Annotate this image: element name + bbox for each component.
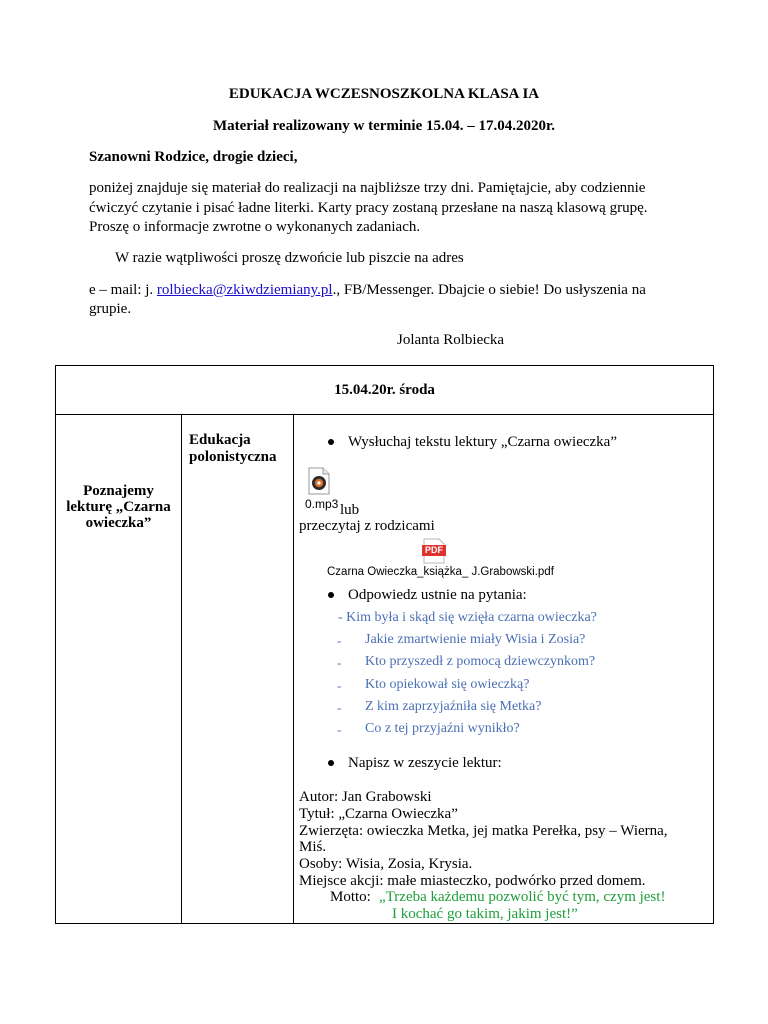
email-line-2: grupie. xyxy=(89,301,132,317)
signature: Jolanta Rolbiecka xyxy=(397,332,505,348)
question-dash: - xyxy=(337,722,342,737)
question-dash: - xyxy=(337,633,342,648)
mp3-file-label[interactable]: 0.mp3 xyxy=(305,497,339,511)
question-dash: - xyxy=(337,700,342,715)
question-dash: - xyxy=(337,655,342,670)
motto-text: I kochać go takim, jakim jest!” xyxy=(392,906,578,922)
table-divider xyxy=(55,414,714,415)
or-text: lub xyxy=(340,502,360,518)
note-line: Tytuł: „Czarna Owieczka” xyxy=(299,806,458,822)
contact-paragraph: W razie wątpliwości proszę dzwońcie lub piszcie na adres xyxy=(115,250,464,266)
paragraph-line: ćwiczyć czytanie i pisać ładne literki. Karty pracy zostaną przesłane na naszą klasową grupę. xyxy=(89,200,648,216)
note-line: Miś. xyxy=(299,839,327,855)
question-item: Kto opiekował się owieczką? xyxy=(365,677,530,692)
motto-text: „Trzeba każdemu pozwolić być tym, czym jest! xyxy=(379,889,666,905)
document-title: EDUKACJA WCZESNOSZKOLNA KLASA IA xyxy=(228,86,540,102)
subject-label xyxy=(189,432,277,466)
table-divider xyxy=(293,414,294,924)
paragraph-line: poniżej znajduje się materiał do realizacji na najbliższe trzy dni. Pamiętajcie, aby codziennie xyxy=(89,180,646,196)
read-with-parents: przeczytaj z rodzicami xyxy=(299,518,435,534)
lesson-topic xyxy=(56,483,181,531)
email-prefix: e – mail: j. xyxy=(89,282,157,298)
bullet-icon xyxy=(328,439,334,445)
task-listen: Wysłuchaj tekstu lektury „Czarna owieczka” xyxy=(348,434,617,450)
subject-line: polonistyczna xyxy=(189,449,277,465)
topic-line: lekturę „Czarna xyxy=(66,499,171,515)
note-line: Osoby: Wisia, Zosia, Krysia. xyxy=(299,856,473,872)
question-item: Z kim zaprzyjaźniła się Metka? xyxy=(365,699,542,714)
email-suffix: ., FB/Messenger. Dbajcie o siebie! Do usłyszenia na xyxy=(332,282,646,298)
note-line: Autor: Jan Grabowski xyxy=(299,789,432,805)
task-write: Napisz w zeszycie lektur: xyxy=(348,755,502,771)
question-item: - Kim była i skąd się wzięła czarna owieczka? xyxy=(338,610,597,625)
topic-line: Poznajemy xyxy=(83,483,154,499)
date-header: 15.04.20r. środa xyxy=(334,382,435,398)
pdf-file-label[interactable]: Czarna Owieczka_książka_ J.Grabowski.pdf xyxy=(327,566,554,578)
document-subtitle: Materiał realizowany w terminie 15.04. – 17.04.2020r. xyxy=(212,118,556,134)
email-link[interactable]: rolbiecka@zkiwdziemiany.pl xyxy=(156,282,333,298)
question-item: Co z tej przyjaźni wynikło? xyxy=(365,721,520,736)
topic-line: owieczka” xyxy=(85,515,152,531)
audio-file-icon[interactable] xyxy=(307,467,331,495)
paragraph-line: Proszę o informacje zwrotne o wykonanych zadaniach. xyxy=(89,219,421,235)
bullet-icon xyxy=(328,592,334,598)
note-line: Miejsce akcji: małe miasteczko, podwórko przed domem. xyxy=(299,873,646,889)
question-item: Kto przyszedł z pomocą dziewczynkom? xyxy=(365,654,596,669)
greeting: Szanowni Rodzice, drogie dzieci, xyxy=(89,149,298,165)
email-line xyxy=(89,282,646,299)
bullet-icon xyxy=(328,760,334,766)
pdf-file-icon[interactable] xyxy=(421,538,447,564)
question-dash: - xyxy=(337,678,342,693)
table-divider xyxy=(181,414,182,924)
pdf-badge: PDF xyxy=(425,545,443,555)
task-answer: Odpowiedz ustnie na pytania: xyxy=(348,587,527,603)
note-line: Zwierzęta: owieczka Metka, jej matka Perełka, psy – Wierna, xyxy=(299,823,668,839)
motto-label: Motto: xyxy=(330,889,371,905)
question-item: Jakie zmartwienie miały Wisia i Zosia? xyxy=(365,632,586,647)
subject-line: Edukacja xyxy=(189,432,251,448)
